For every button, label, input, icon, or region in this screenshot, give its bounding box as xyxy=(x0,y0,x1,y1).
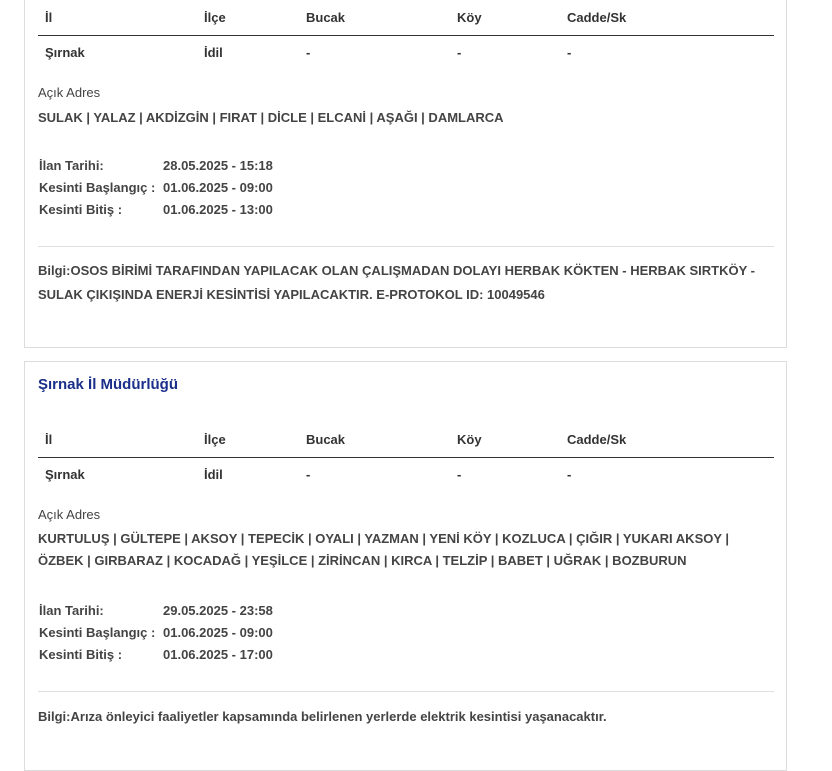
header-cadde: Cadde/Sk xyxy=(567,10,627,25)
header-koy: Köy xyxy=(457,10,482,25)
location-table xyxy=(38,423,774,492)
divider xyxy=(38,246,774,247)
location-table xyxy=(38,1,774,70)
outage-notice-card xyxy=(24,361,787,771)
cell-koy: - xyxy=(457,467,462,482)
outage-notice-card xyxy=(24,0,787,348)
table-row xyxy=(38,458,774,492)
announce-date-value: 28.05.2025 - 15:18 xyxy=(163,158,273,173)
header-bucak: Bucak xyxy=(306,10,346,25)
end-date-value: 01.06.2025 - 13:00 xyxy=(163,202,273,217)
announce-date-value: 29.05.2025 - 23:58 xyxy=(163,603,273,618)
cell-cadde: - xyxy=(567,467,572,482)
announce-date-label: İlan Tarihi: xyxy=(39,158,104,173)
start-date-value: 01.06.2025 - 09:00 xyxy=(163,625,273,640)
header-il: İl xyxy=(45,432,53,447)
open-address-value: SULAK | YALAZ | AKDİZGİN | FIRAT | DİCLE | ELCANİ | AŞAĞI | DAMLARCA xyxy=(38,110,504,125)
header-ilce: İlçe xyxy=(204,432,226,447)
header-koy: Köy xyxy=(457,432,482,447)
end-date-label: Kesinti Bitiş : xyxy=(39,202,123,217)
cell-cadde: - xyxy=(567,45,572,60)
header-il: İl xyxy=(45,10,53,25)
table-header-row xyxy=(38,423,774,458)
start-date-value: 01.06.2025 - 09:00 xyxy=(163,180,273,195)
table-header-row xyxy=(38,1,774,36)
open-address-label: Açık Adres xyxy=(38,507,101,522)
header-ilce: İlçe xyxy=(204,10,226,25)
end-date-label: Kesinti Bitiş : xyxy=(39,647,123,662)
open-address-label: Açık Adres xyxy=(38,85,101,100)
cell-koy: - xyxy=(457,45,462,60)
cell-bucak: - xyxy=(306,467,311,482)
table-row xyxy=(38,36,774,70)
cell-il: Şırnak xyxy=(45,45,85,60)
announce-date-label: İlan Tarihi: xyxy=(39,603,104,618)
start-date-label: Kesinti Başlangıç : xyxy=(39,625,156,640)
divider xyxy=(38,691,774,692)
cell-ilce: İdil xyxy=(204,467,223,482)
end-date-value: 01.06.2025 - 17:00 xyxy=(163,647,273,662)
directorate-title: Şırnak İl Müdürlüğü xyxy=(38,376,179,393)
cell-bucak: - xyxy=(306,45,311,60)
cell-il: Şırnak xyxy=(45,467,85,482)
open-address-value: KURTULUŞ | GÜLTEPE | AKSOY | TEPECİK | OYALI | YAZMAN | YENİ KÖY | KOZLUCA | ÇIĞIR | YUKARI AKSOY | ÖZBEK | GIRBARAZ | KOCADAĞ | YEŞİLCE | ZİRİNCAN | KIRCA | TELZİP | BABET | UĞRAK | BOZBURUN xyxy=(38,531,730,568)
cell-ilce: İdil xyxy=(204,45,223,60)
header-bucak: Bucak xyxy=(306,432,346,447)
header-cadde: Cadde/Sk xyxy=(567,432,627,447)
info-text: Bilgi:OSOS BİRİMİ TARAFINDAN YAPILACAK OLAN ÇALIŞMADAN DOLAYI HERBAK KÖKTEN - HERBAK SIRTKÖY - SULAK ÇIKIŞINDA ENERJİ KESİNTİSİ YAPILACAKTIR. E-PROTOKOL ID: 10049546 xyxy=(38,263,755,302)
info-text: Bilgi:Arıza önleyici faaliyetler kapsamında belirlenen yerlerde elektrik kesintisi yaşanacaktır. xyxy=(38,709,607,724)
start-date-label: Kesinti Başlangıç : xyxy=(39,180,156,195)
